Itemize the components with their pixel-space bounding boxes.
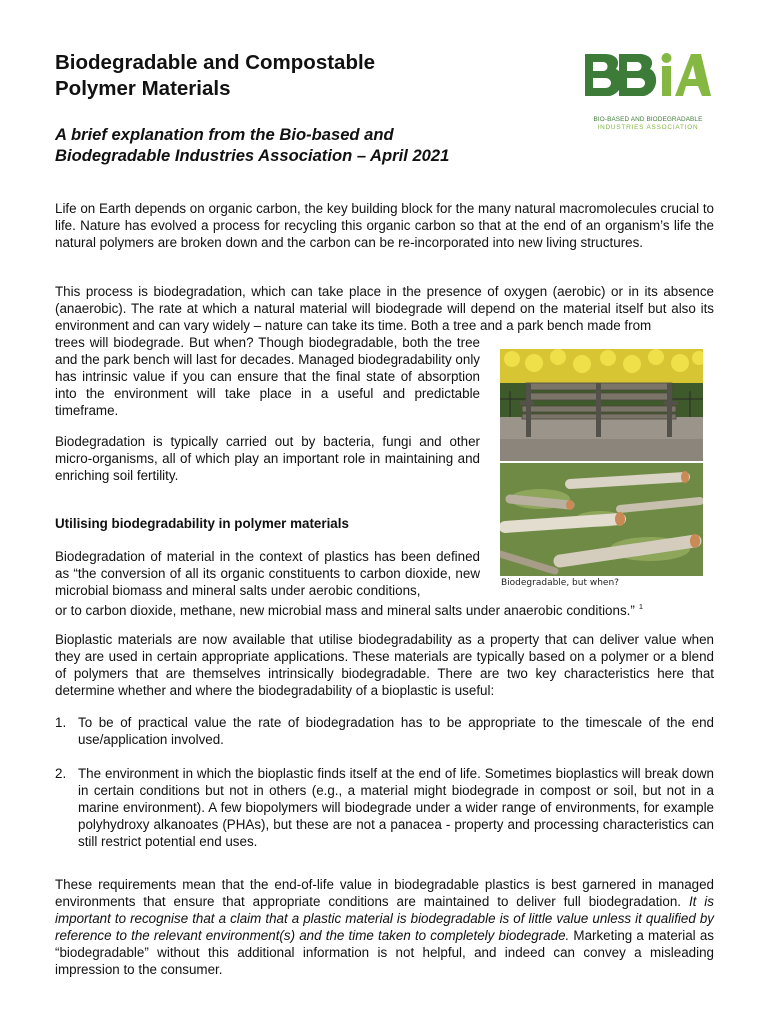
title-line-1: Biodegradable and Compostable (55, 51, 376, 74)
footnote-marker: 1 (638, 602, 643, 611)
list-item-number: 1. (55, 715, 67, 730)
list-item-text: The environment in which the bioplastic finds itself at the end of life. Sometimes bioplastics will break down in certain conditions but not in others (e.g., a material might biodegrade in compost or soil, but not in a marine environment). A few biopolymers will biodegrade under a wider range of environments, for example polyhydroxy alkanoates (PHAs), but these are not a panacea - property and processing characteristics can still restrict potential end uses. (78, 766, 714, 849)
process-paragraph: This process is biodegradation, which can take place in the presence of oxygen (aerobic) or in its absence (anaerobic). The rate at which a natural material will biodegrade will depend on the material itself but also its environment and can vary widely – nature can take its time. Both a tree and a park bench made from (55, 284, 714, 333)
list-item-text: To be of practical value the rate of biodegradation has to be appropriate to the timescale of the end use/application involved. (78, 715, 714, 747)
bbia-logo (583, 52, 713, 136)
list-item-number: 2. (55, 766, 67, 781)
definition-text-end: or to carbon dioxide, methane, new microbial mass and mineral salts under anaerobic conditions.” (55, 603, 635, 618)
bbia-logo-mark (583, 52, 713, 114)
conclusion-text: These requirements mean that the end-of-life value in biodegradable plastics is best garnered in managed environments that ensure that appropriate conditions are maintained to deliver full biodegradation. (55, 877, 714, 909)
section-heading: Utilising biodegradability in polymer materials (55, 516, 349, 531)
intro-paragraph: Life on Earth depends on organic carbon, the key building block for the many natural macromolecules crucial to life. Nature has evolved a process for recycling this organic carbon so that at the end of an organism’s life the natural polymers are broken down and the carbon can be re-incorporated into new living structures. (55, 201, 714, 250)
definition-paragraph-end (55, 598, 714, 619)
logo-text-line-2: INDUSTRIES ASSOCIATION (597, 124, 699, 131)
logo-text-line-1: BIO-BASED AND BIODEGRADABLE (593, 116, 703, 123)
document-title (55, 50, 525, 102)
conclusion-italic-text: It is important to recognise that a claim that a plastic material is biodegradable is of little value unless it qualified by reference to the relevant environment(s) and the time taken to completely biodegrade. (55, 894, 714, 943)
title-line-2: Polymer Materials (55, 77, 231, 100)
photo-illustration (500, 349, 703, 576)
document-subtitle (55, 124, 555, 166)
organisms-paragraph: Biodegradation is typically carried out by bacteria, fungi and other micro-organisms, all of which play an important role in maintaining and enriching soil fertility. (55, 434, 480, 483)
conclusion-end-text: Marketing a material as “biodegradable” without this additional information is not helpful, and indeed can convey a misleading impression to the consumer. (55, 928, 714, 977)
characteristics-list (55, 714, 714, 850)
bench-and-logs-photo (500, 349, 703, 576)
photo-caption: Biodegradable, but when? (501, 578, 619, 588)
list-item (55, 765, 714, 850)
bioplastics-paragraph: Bioplastic materials are now available that utilise biodegradability as a property that can deliver value when they are used in certain appropriate applications. These materials are typically based on a polymer or a blend of polymers that are themselves intrinsically biodegradable. There are two key characteristics here that determine whether and where the biodegradability of a bioplastic is useful: (55, 632, 714, 698)
list-item (55, 714, 714, 748)
subtitle-line-2: Biodegradable Industries Association – April 2021 (55, 146, 450, 165)
subtitle-line-1: A brief explanation from the Bio-based and (55, 125, 394, 144)
definition-paragraph: Biodegradation of material in the context of plastics has been defined as “the conversion of all its organic constituents to carbon dioxide, new microbial biomass and mineral salts under aerobic conditions, (55, 549, 480, 598)
process-paragraph-continued: trees will biodegrade. But when? Though biodegradable, both the tree and the park bench will last for decades. Managed biodegradability only has intrinsic value if you can ensure that the final state of absorption into the environment will take place in a useful and predictable timeframe. (55, 335, 480, 418)
conclusion-paragraph (55, 876, 714, 978)
